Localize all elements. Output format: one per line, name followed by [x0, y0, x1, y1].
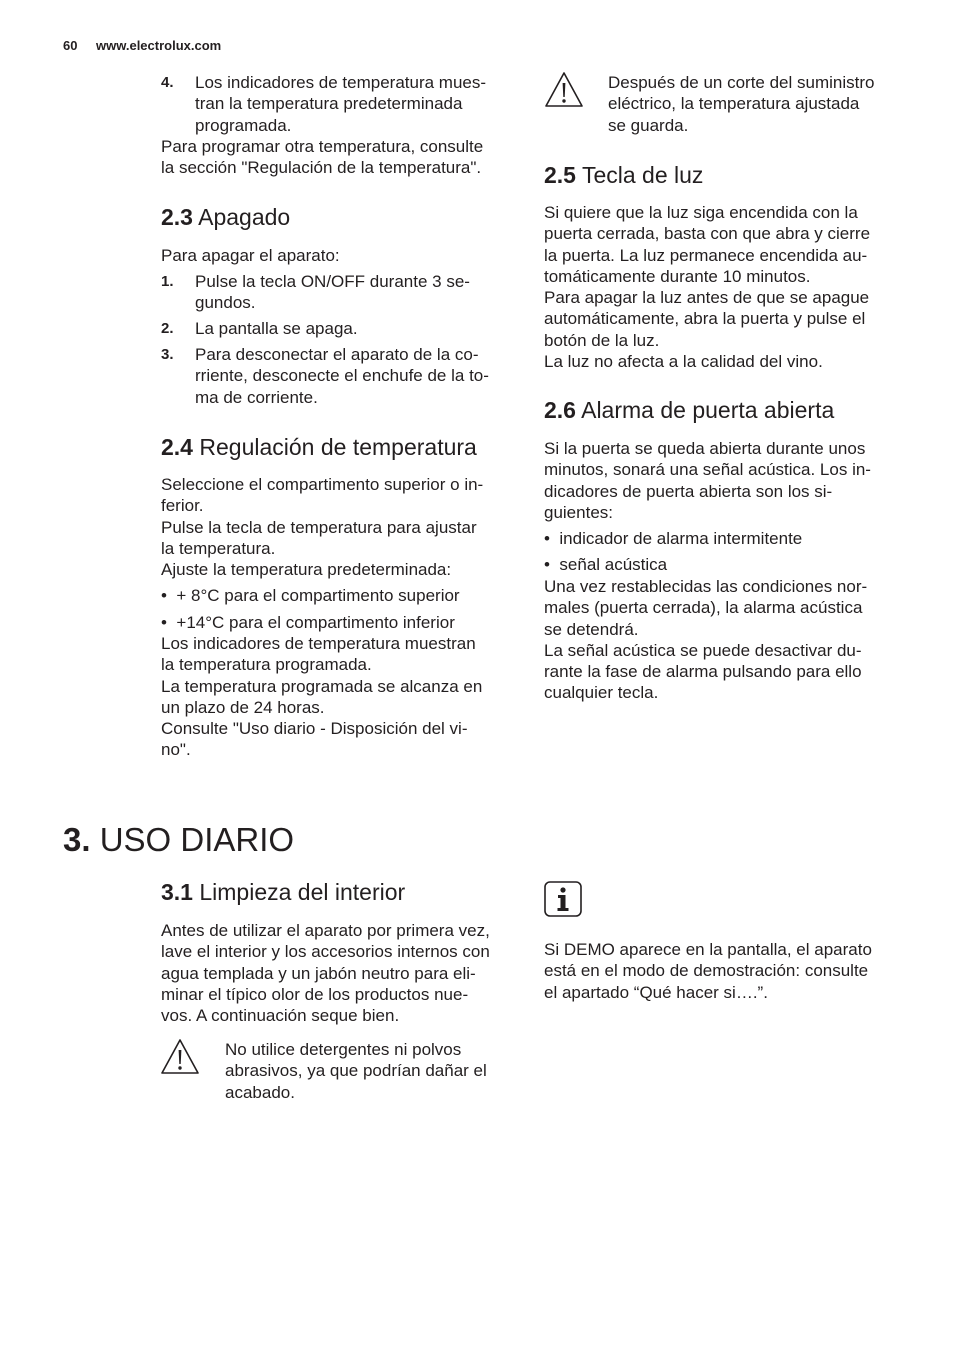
text-line: dicadores de puerta abierta son los si-	[544, 481, 833, 501]
page-number: 60	[63, 38, 78, 53]
section-number: 3.1	[161, 879, 193, 905]
section-heading-2-4	[161, 433, 477, 461]
section-heading-2-3	[161, 203, 290, 231]
bullet-item: • + 8°C para el compartimento superior	[161, 586, 460, 605]
text-line: guientes:	[544, 502, 613, 522]
text-line: Pulse la tecla de temperatura para ajustar	[161, 517, 477, 537]
text-line: botón de la luz.	[544, 330, 660, 350]
bullet-text: señal acústica	[559, 555, 668, 574]
text-line: el apartado “Qué hacer si….”.	[544, 982, 768, 1002]
bullet-item: • +14°C para el compartimento inferior	[161, 613, 455, 632]
section-title: Tecla de luz	[581, 162, 704, 188]
text-line: Seleccione el compartimento superior o in-	[161, 475, 484, 494]
text-line: La luz no afecta a la calidad del vino.	[544, 352, 823, 372]
text-line: se detendrá.	[544, 619, 639, 639]
text-line: No utilice detergentes ni polvos	[225, 1040, 462, 1059]
text-line: la puerta. La luz permanece encendida au-	[544, 245, 868, 265]
section-title: Limpieza del interior	[199, 879, 406, 905]
section-number: 2.3	[161, 204, 193, 230]
paragraph	[544, 576, 867, 704]
bullet-item: • indicador de alarma intermitente	[544, 529, 803, 548]
text-line: cualquier tecla.	[544, 683, 659, 703]
step-number: 1.	[161, 273, 174, 290]
warning-text	[608, 72, 874, 136]
step-number: 3.	[161, 346, 174, 363]
paragraph	[161, 245, 340, 266]
text-line: ferior.	[161, 496, 204, 516]
text-line: Para apagar el aparato:	[161, 246, 340, 265]
text-line: programada.	[195, 115, 292, 135]
text-line: Consulte "Uso diario - Disposición del vi-	[161, 719, 468, 739]
paragraph	[544, 202, 870, 372]
section-number: 2.4	[161, 434, 193, 460]
bullet-text: indicador de alarma intermitente	[559, 529, 803, 548]
bullet-item: • señal acústica	[544, 555, 668, 574]
text-line: Ajuste la temperatura predeterminada:	[161, 560, 452, 580]
text-line: Los indicadores de temperatura muestran	[161, 634, 476, 653]
text-line: rante la fase de alarma pulsando para ello	[544, 662, 862, 682]
chapter-heading	[63, 820, 294, 860]
info-note-text	[544, 939, 872, 1003]
section-title: Regulación de temperatura	[199, 434, 477, 460]
step-number: 2.	[161, 320, 174, 337]
section-number: 2.5	[544, 162, 576, 188]
text-line: tomáticamente durante 10 minutos.	[544, 266, 811, 286]
section-number: 2.6	[544, 397, 576, 423]
step-text	[195, 271, 470, 314]
section-title: Alarma de puerta abierta	[581, 397, 835, 423]
info-icon	[544, 881, 582, 917]
bullet-text: +14°C para el compartimento inferior	[176, 613, 455, 632]
text-line: Si quiere que la luz siga encendida con la	[544, 203, 858, 222]
text-line: Una vez restablecidas las condiciones nor-	[544, 577, 868, 596]
text-line: Para apagar la luz antes de que se apague	[544, 288, 870, 308]
warning-text	[225, 1039, 487, 1103]
step-text	[195, 344, 489, 408]
paragraph	[161, 633, 482, 761]
text-line: abrasivos, ya que podrían dañar el	[225, 1061, 487, 1081]
text-line: está en el modo de demostración: consulte	[544, 961, 869, 981]
text-line: la temperatura.	[161, 538, 276, 558]
text-line: minar el típico olor de los productos nue-	[161, 984, 469, 1004]
text-line: vos. A continuación seque bien.	[161, 1006, 400, 1026]
warning-icon	[543, 70, 585, 110]
section-heading-2-5	[544, 161, 703, 189]
text-line: lave el interior y los accesorios internos con	[161, 942, 490, 962]
text-line: no".	[161, 740, 191, 760]
text-line: acabado.	[225, 1082, 295, 1102]
text-line: La pantalla se apaga.	[195, 319, 358, 338]
text-line: se guarda.	[608, 115, 689, 135]
text-line: la temperatura programada.	[161, 655, 372, 675]
text-line: minutos, sonará una señal acústica. Los in-	[544, 460, 871, 480]
step-4-text	[195, 72, 486, 136]
section-heading-2-6	[544, 396, 834, 424]
paragraph	[544, 438, 871, 523]
text-line: tran la temperatura predeterminada	[195, 94, 463, 114]
paragraph	[161, 920, 490, 1026]
text-line: la sección "Regulación de la temperatura".	[161, 158, 482, 178]
warning-icon	[159, 1037, 201, 1077]
text-line: Para programar otra temperatura, consulte	[161, 137, 484, 156]
chapter-title: USO DIARIO	[99, 821, 295, 858]
text-line: La temperatura programada se alcanza en	[161, 676, 483, 696]
text-line: males (puerta cerrada), la alarma acústica	[544, 598, 863, 618]
bullet-text: + 8°C para el compartimento superior	[176, 586, 460, 605]
text-line: un plazo de 24 horas.	[161, 697, 325, 717]
text-line: puerta cerrada, basta con que abra y cierre	[544, 224, 871, 244]
text-line: Pulse la tecla ON/OFF durante 3 se-	[195, 272, 470, 291]
text-line: Los indicadores de temperatura mues-	[195, 73, 487, 92]
text-line: automáticamente, abra la puerta y pulse el	[544, 309, 866, 329]
text-line: Antes de utilizar el aparato por primera vez,	[161, 921, 490, 940]
text-line: Después de un corte del suministro	[608, 73, 875, 92]
chapter-number: 3.	[63, 821, 91, 858]
text-line: Si la puerta se queda abierta durante unos	[544, 439, 866, 458]
paragraph	[161, 136, 483, 179]
step-number: 4.	[161, 74, 174, 91]
text-line: ma de corriente.	[195, 387, 318, 407]
text-line: Para desconectar el aparato de la co-	[195, 345, 479, 364]
website: www.electrolux.com	[96, 38, 222, 53]
text-line: rriente, desconecte el enchufe de la to-	[195, 366, 489, 386]
paragraph	[161, 474, 483, 580]
text-line: agua templada y un jabón neutro para eli-	[161, 963, 476, 983]
text-line: Si DEMO aparece en la pantalla, el aparato	[544, 940, 872, 959]
text-line: eléctrico, la temperatura ajustada	[608, 94, 860, 114]
section-title: Apagado	[198, 204, 291, 230]
text-line: gundos.	[195, 293, 256, 313]
text-line: La señal acústica se puede desactivar du-	[544, 640, 862, 660]
section-heading-3-1	[161, 878, 405, 906]
step-text	[195, 318, 358, 339]
